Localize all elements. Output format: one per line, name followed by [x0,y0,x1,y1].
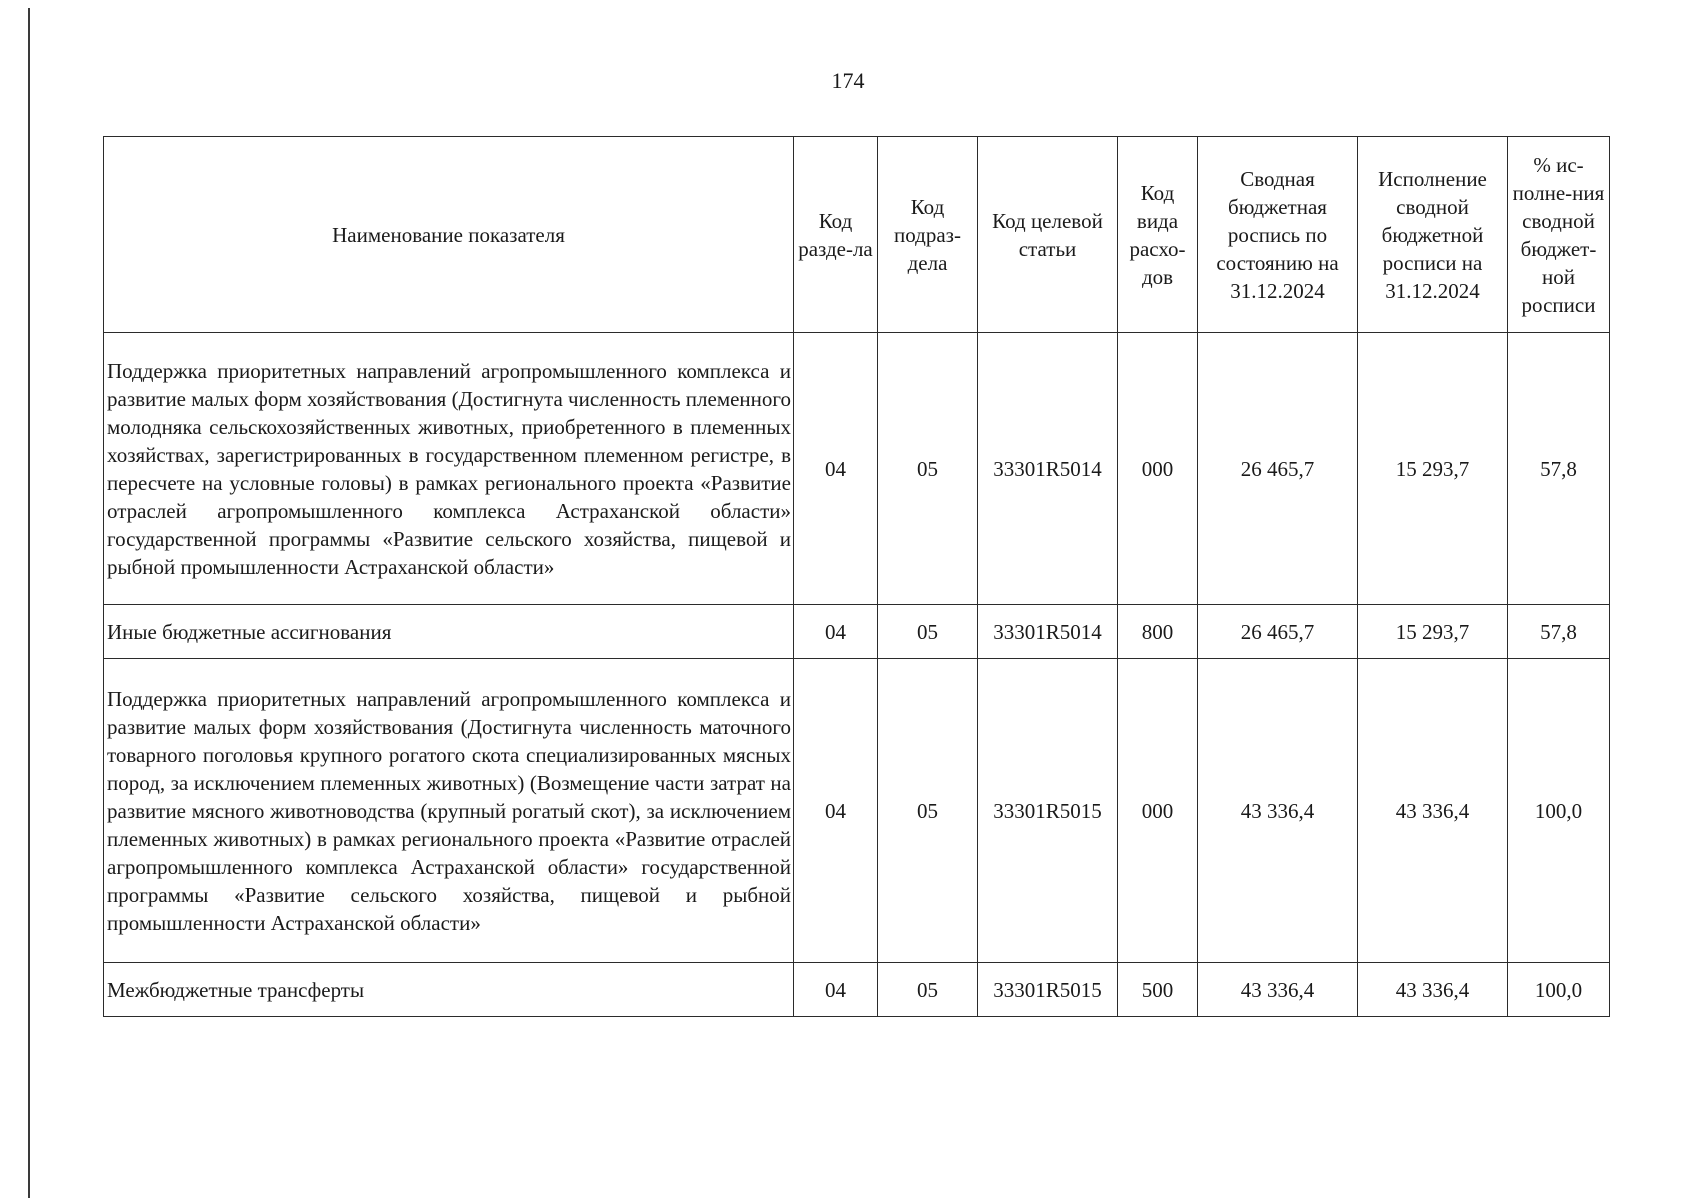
row-name: Межбюджетные трансферты [104,963,794,1017]
row-expense-type-code: 800 [1118,605,1198,659]
page-number: 174 [831,68,865,93]
row-subsection-code: 05 [878,963,978,1017]
row-section-code: 04 [794,659,878,963]
row-planned-amount: 43 336,4 [1198,659,1358,963]
row-name: Поддержка приоритетных направлений агропромышленного комплекса и развитие малых форм хозяйствования (Достигнута численность маточного товарного поголовья крупного рогатого скота специализированных мясных пород, за исключением племенных животных) (Возмещение части затрат на развитие мясного животноводства (крупный рогатый скот), за исключением племенных животных) в рамках регионального проекта «Развитие отраслей агропромышленного комплекса Астраханской области» государственной программы «Развитие сельского хозяйства, пищевой и рыбной промышленности Астраханской области» [104,659,794,963]
table-header-row [104,137,1610,333]
row-subsection-code: 05 [878,333,978,605]
table-row [104,333,1610,605]
row-execution-percent: 57,8 [1508,605,1610,659]
header-execution-percent: % ис-полне-ния сводной бюджет-ной росписи [1508,137,1610,333]
row-planned-amount: 26 465,7 [1198,333,1358,605]
header-planned-budget: Сводная бюджетная роспись по состоянию на 31.12.2024 [1198,137,1358,333]
row-section-code: 04 [794,605,878,659]
row-expense-type-code: 500 [1118,963,1198,1017]
row-subsection-code: 05 [878,605,978,659]
row-execution-percent: 100,0 [1508,659,1610,963]
row-executed-amount: 15 293,7 [1358,333,1508,605]
header-executed-budget: Исполнение сводной бюджетной росписи на 31.12.2024 [1358,137,1508,333]
row-target-code: 33301R5014 [978,333,1118,605]
page-left-edge-line [28,8,30,1198]
row-planned-amount: 43 336,4 [1198,963,1358,1017]
row-name: Иные бюджетные ассигнования [104,605,794,659]
row-executed-amount: 43 336,4 [1358,963,1508,1017]
table-row [104,963,1610,1017]
budget-execution-table [103,136,1610,1017]
header-section-code: Код разде-ла [794,137,878,333]
row-execution-percent: 100,0 [1508,963,1610,1017]
row-executed-amount: 15 293,7 [1358,605,1508,659]
row-target-code: 33301R5014 [978,605,1118,659]
row-target-code: 33301R5015 [978,659,1118,963]
row-expense-type-code: 000 [1118,333,1198,605]
header-expense-type-code: Код вида расхо-дов [1118,137,1198,333]
header-name: Наименование показателя [104,137,794,333]
row-target-code: 33301R5015 [978,963,1118,1017]
header-target-code: Код целевой статьи [978,137,1118,333]
row-execution-percent: 57,8 [1508,333,1610,605]
header-subsection-code: Код подраз-дела [878,137,978,333]
row-section-code: 04 [794,333,878,605]
row-expense-type-code: 000 [1118,659,1198,963]
table-row [104,605,1610,659]
row-executed-amount: 43 336,4 [1358,659,1508,963]
row-subsection-code: 05 [878,659,978,963]
row-planned-amount: 26 465,7 [1198,605,1358,659]
table-row [104,659,1610,963]
row-section-code: 04 [794,963,878,1017]
row-name: Поддержка приоритетных направлений агропромышленного комплекса и развитие малых форм хозяйствования (Достигнута численность племенного молодняка сельскохозяйственных животных, приобретенного в племенных хозяйствах, зарегистрированных в государственном племенном регистре, в пересчете на условные головы) в рамках регионального проекта «Развитие отраслей агропромышленного комплекса Астраханской области» государственной программы «Развитие сельского хозяйства, пищевой и рыбной промышленности Астраханской области» [104,333,794,605]
